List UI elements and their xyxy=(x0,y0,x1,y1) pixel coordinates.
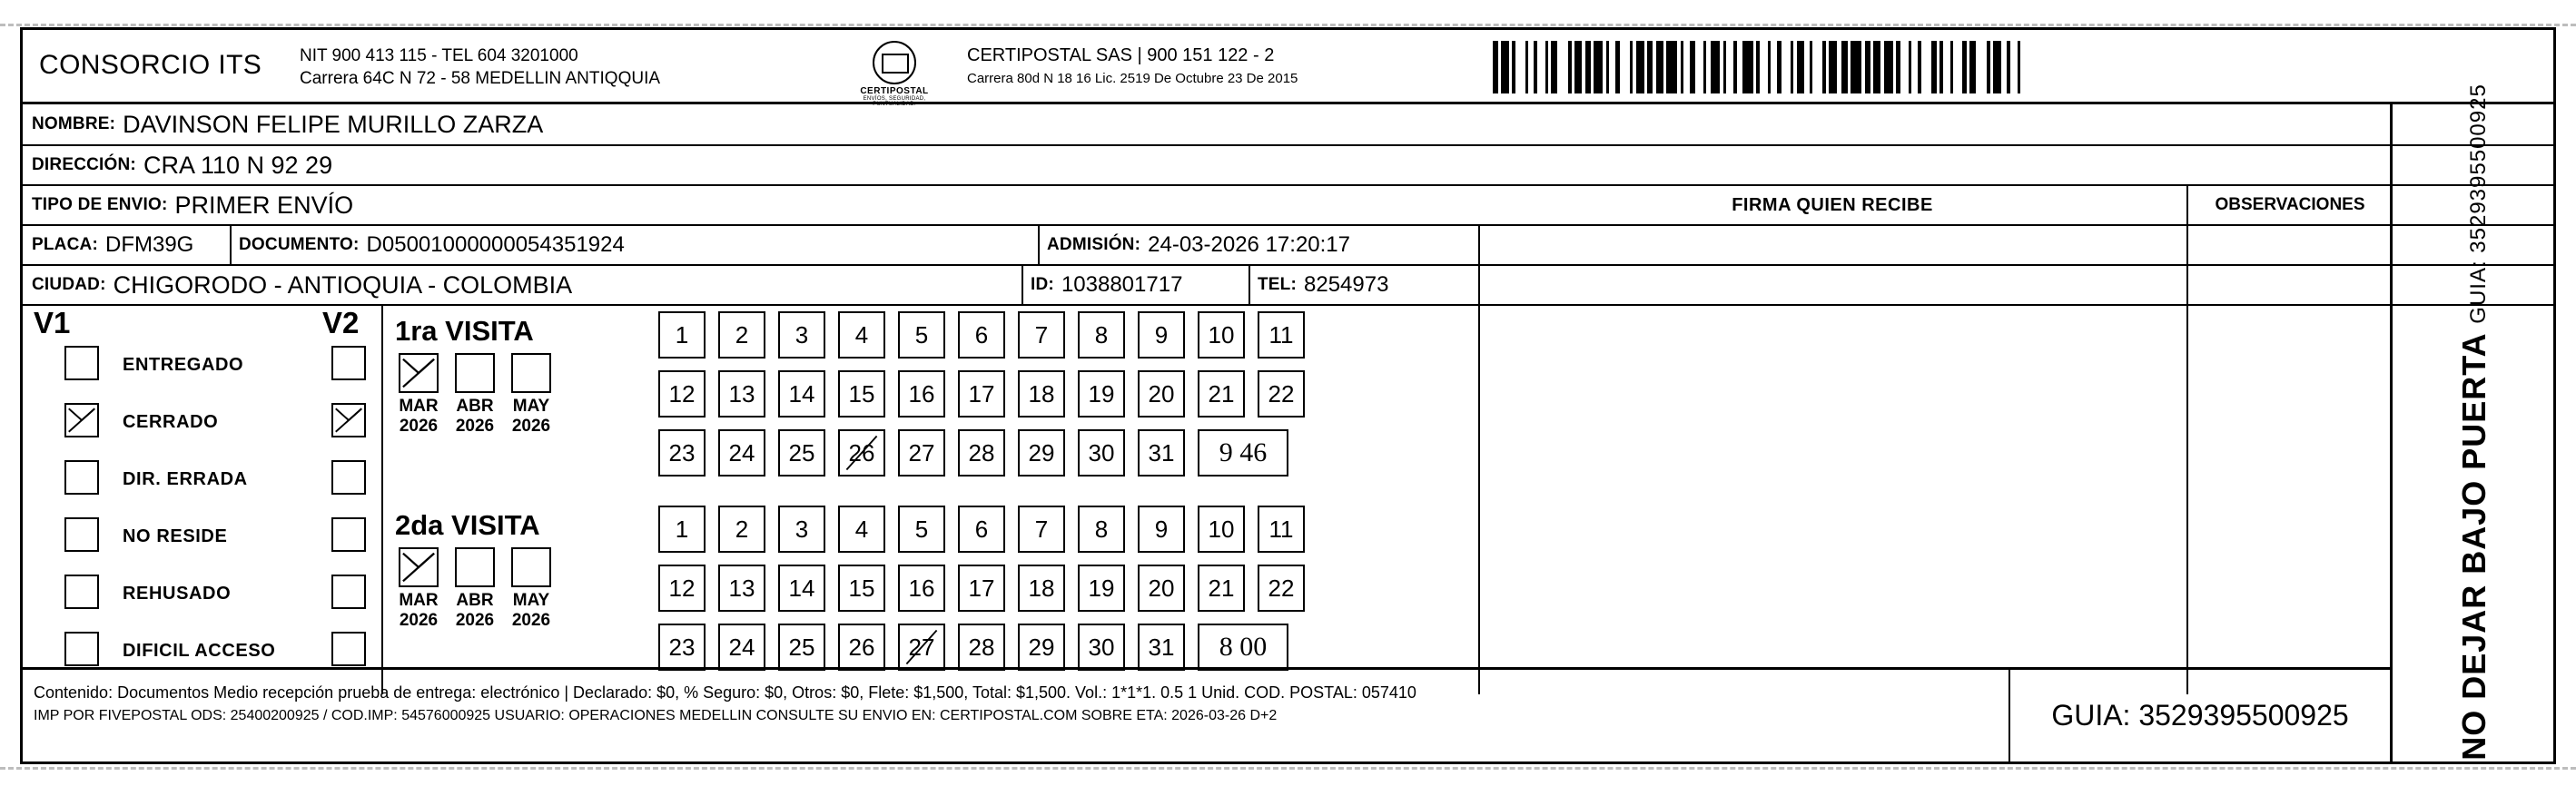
v1-checkbox-1[interactable] xyxy=(64,403,99,437)
row-ciudad xyxy=(23,266,2553,306)
label-footer xyxy=(23,667,2390,761)
shipping-label xyxy=(20,27,2556,764)
day-cell-22-v1[interactable]: 22 xyxy=(1258,370,1305,418)
day-cell-12-v2[interactable]: 12 xyxy=(658,565,706,612)
documento-label: DOCUMENTO: xyxy=(239,235,360,254)
carrier-name: CERTIPOSTAL SAS | 900 151 122 - 2 xyxy=(967,45,1275,65)
visitas-section xyxy=(23,306,1476,694)
footer-line-1: Contenido: Documentos Medio recepción prueba de entrega: electrónico | Declarado: $0, % Seguro: $0, Otros: $0, Flete: $1,500, Total: $1,500. Vol.: 1*1*1. 0.5 1 Unid. COD. POSTAL: 057410 xyxy=(34,683,1416,702)
status-option-3 xyxy=(23,510,381,567)
v2-checkbox-5[interactable] xyxy=(331,632,366,666)
status-option-label-5: DIFICIL ACCESO xyxy=(123,641,276,661)
day-cell-29-v1[interactable]: 29 xyxy=(1018,429,1065,477)
v1-checkbox-2[interactable] xyxy=(64,460,99,495)
tipo-envio-value: PRIMER ENVÍO xyxy=(174,191,354,219)
day-row xyxy=(658,624,1457,671)
day-cell-30-v2[interactable]: 30 xyxy=(1078,624,1125,671)
day-cell-2-v1[interactable]: 2 xyxy=(718,311,765,359)
day-cell-15-v2[interactable]: 15 xyxy=(838,565,885,612)
company-contact xyxy=(300,44,660,90)
month-year-1-v1: 2026 xyxy=(455,417,495,436)
firma-left-divider xyxy=(1478,224,1480,694)
day-cell-18-v1[interactable]: 18 xyxy=(1018,370,1065,418)
admision-value: 24-03-2026 17:20:17 xyxy=(1148,232,1350,257)
direccion-label: DIRECCIÓN: xyxy=(32,155,136,174)
month-name-2-v2: MAY xyxy=(512,591,550,610)
status-options xyxy=(23,339,381,682)
visita-2-title: 2da VISITA xyxy=(395,509,540,541)
day-cell-21-v2[interactable]: 21 xyxy=(1198,565,1245,612)
admision-label: ADMISIÓN: xyxy=(1047,235,1141,254)
visita-2 xyxy=(386,506,649,631)
ciudad-label: CIUDAD: xyxy=(32,275,106,294)
month-year-2-v1: 2026 xyxy=(511,417,551,436)
v2-checkbox-0[interactable] xyxy=(331,346,366,380)
v1-checkbox-4[interactable] xyxy=(64,575,99,609)
day-cell-4-v1[interactable]: 4 xyxy=(838,311,885,359)
envelope-icon xyxy=(873,41,916,84)
day-cell-6-v1[interactable]: 6 xyxy=(958,311,1005,359)
visita-1-months xyxy=(399,353,649,437)
month-abr-v2 xyxy=(455,547,495,631)
status-option-label-0: ENTREGADO xyxy=(123,355,244,375)
tel-label: TEL: xyxy=(1258,275,1298,294)
status-option-label-3: NO RESIDE xyxy=(123,526,228,546)
day-cell-28-v1[interactable]: 28 xyxy=(958,429,1005,477)
month-name-1-v2: ABR xyxy=(456,591,494,610)
company-nit: NIT 900 413 115 - TEL 604 3201000 xyxy=(300,46,578,65)
month-checkbox-abr-v2[interactable] xyxy=(455,547,495,587)
firma-divider xyxy=(1478,224,2393,226)
day-cell-31-v1[interactable]: 31 xyxy=(1138,429,1185,477)
month-mar-v1 xyxy=(399,353,439,437)
perforation-bottom xyxy=(0,767,2576,786)
v1-checkbox-5[interactable] xyxy=(64,632,99,666)
day-cell-10-v2[interactable]: 10 xyxy=(1198,506,1245,553)
day-cell-26-v2[interactable]: 26 xyxy=(838,624,885,671)
day-cell-27-v2[interactable]: 27 xyxy=(898,624,945,671)
placa-value: DFM39G xyxy=(104,232,194,257)
v2-checkbox-4[interactable] xyxy=(331,575,366,609)
day-cell-21-v1[interactable]: 21 xyxy=(1198,370,1245,418)
label-header xyxy=(23,30,2553,107)
day-row xyxy=(658,565,1457,612)
month-checkbox-may-v2[interactable] xyxy=(511,547,551,587)
day-cell-13-v1[interactable]: 13 xyxy=(718,370,765,418)
day-cell-14-v1[interactable]: 14 xyxy=(778,370,825,418)
status-option-label-2: DIR. ERRADA xyxy=(123,469,248,489)
hour-note-v2[interactable]: 8 00 xyxy=(1198,624,1288,671)
month-year-1-v2: 2026 xyxy=(455,611,495,630)
day-cell-13-v2[interactable]: 13 xyxy=(718,565,765,612)
perforation-top xyxy=(0,0,2576,26)
month-checkbox-abr-v1[interactable] xyxy=(455,353,495,393)
status-option-label-4: REHUSADO xyxy=(123,584,232,604)
day-cell-11-v1[interactable]: 11 xyxy=(1258,311,1305,359)
day-cell-8-v1[interactable]: 8 xyxy=(1078,311,1125,359)
nombre-label: NOMBRE: xyxy=(32,114,116,133)
month-may-v1 xyxy=(511,353,551,437)
month-name-0-v1: MAR xyxy=(399,397,439,416)
puerta-guia: GUIA: 3529395500925 xyxy=(2466,84,2492,324)
day-cell-5-v1[interactable]: 5 xyxy=(898,311,945,359)
documento-value: D05001000000054351924 xyxy=(366,232,625,257)
day-cell-9-v1[interactable]: 9 xyxy=(1138,311,1185,359)
day-cell-22-v2[interactable]: 22 xyxy=(1258,565,1305,612)
day-cell-6-v2[interactable]: 6 xyxy=(958,506,1005,553)
logo-tagline: ENVÍOS, SEGURIDAD, PUNTUALIDAD. xyxy=(863,96,926,107)
day-cell-1-v2[interactable]: 1 xyxy=(658,506,706,553)
status-option-4 xyxy=(23,567,381,624)
direccion-value: CRA 110 N 92 29 xyxy=(143,151,333,179)
visita-1 xyxy=(386,311,649,437)
observaciones-title: OBSERVACIONES xyxy=(2215,195,2365,214)
month-name-1-v1: ABR xyxy=(456,397,494,416)
month-checkbox-mar-v2[interactable] xyxy=(399,547,439,587)
visita-1-title: 1ra VISITA xyxy=(395,315,534,347)
day-cell-31-v2[interactable]: 31 xyxy=(1138,624,1185,671)
v2-header: V2 xyxy=(322,306,360,339)
day-cell-30-v1[interactable]: 30 xyxy=(1078,429,1125,477)
day-cell-24-v2[interactable]: 24 xyxy=(718,624,765,671)
day-cell-23-v2[interactable]: 23 xyxy=(658,624,706,671)
day-cell-15-v1[interactable]: 15 xyxy=(838,370,885,418)
day-cell-2-v2[interactable]: 2 xyxy=(718,506,765,553)
day-cell-8-v2[interactable]: 8 xyxy=(1078,506,1125,553)
puerta-text: NO DEJAR BAJO PUERTA xyxy=(2455,333,2493,761)
day-cell-11-v2[interactable]: 11 xyxy=(1258,506,1305,553)
day-cell-3-v1[interactable]: 3 xyxy=(778,311,825,359)
day-cell-10-v1[interactable]: 10 xyxy=(1198,311,1245,359)
hour-note-v1[interactable]: 9 46 xyxy=(1198,429,1288,477)
day-cell-7-v1[interactable]: 7 xyxy=(1018,311,1065,359)
v1-header: V1 xyxy=(34,306,71,339)
day-cell-14-v2[interactable]: 14 xyxy=(778,565,825,612)
day-cell-3-v2[interactable]: 3 xyxy=(778,506,825,553)
carrier-license: Carrera 80d N 18 16 Lic. 2519 De Octubre 23 De 2015 xyxy=(967,71,1298,86)
v2-checkbox-2[interactable] xyxy=(331,460,366,495)
day-cell-16-v2[interactable]: 16 xyxy=(898,565,945,612)
row-nombre xyxy=(23,104,2553,146)
row-direccion xyxy=(23,146,2553,186)
day-cell-26-v1[interactable]: 26 xyxy=(838,429,885,477)
day-cell-20-v2[interactable]: 20 xyxy=(1138,565,1185,612)
visita-1-days xyxy=(658,311,1457,488)
day-cell-7-v2[interactable]: 7 xyxy=(1018,506,1065,553)
day-cell-12-v1[interactable]: 12 xyxy=(658,370,706,418)
day-row xyxy=(658,370,1457,418)
month-checkbox-may-v1[interactable] xyxy=(511,353,551,393)
month-mar-v2 xyxy=(399,547,439,631)
logo-name: CERTIPOSTAL xyxy=(860,86,929,96)
puerta-text-rotated xyxy=(2455,84,2493,761)
status-option-label-1: CERRADO xyxy=(123,412,219,432)
day-cell-19-v2[interactable]: 19 xyxy=(1078,565,1125,612)
month-name-2-v1: MAY xyxy=(512,397,550,416)
day-cell-29-v2[interactable]: 29 xyxy=(1018,624,1065,671)
day-cell-5-v2[interactable]: 5 xyxy=(898,506,945,553)
day-cell-9-v2[interactable]: 9 xyxy=(1138,506,1185,553)
day-cell-4-v2[interactable]: 4 xyxy=(838,506,885,553)
month-year-2-v2: 2026 xyxy=(511,611,551,630)
month-checkbox-mar-v1[interactable] xyxy=(399,353,439,393)
visitas-vertical-divider xyxy=(381,306,383,694)
day-cell-19-v1[interactable]: 19 xyxy=(1078,370,1125,418)
day-cell-28-v2[interactable]: 28 xyxy=(958,624,1005,671)
footer-guia: GUIA: 3529395500925 xyxy=(2008,670,2390,761)
id-value: 1038801717 xyxy=(1061,272,1183,297)
id-label: ID: xyxy=(1031,275,1054,294)
day-cell-25-v1[interactable]: 25 xyxy=(778,429,825,477)
month-may-v2 xyxy=(511,547,551,631)
no-dejar-bajo-puerta-panel xyxy=(2390,84,2553,761)
day-cell-18-v2[interactable]: 18 xyxy=(1018,565,1065,612)
status-option-0 xyxy=(23,339,381,396)
day-row xyxy=(658,429,1457,477)
month-year-0-v1: 2026 xyxy=(399,417,439,436)
day-cell-1-v1[interactable]: 1 xyxy=(658,311,706,359)
status-option-1 xyxy=(23,396,381,453)
carrier-info xyxy=(967,44,1298,90)
placa-label: PLACA: xyxy=(32,235,98,254)
barcode-bars xyxy=(1493,41,2537,93)
day-cell-23-v1[interactable]: 23 xyxy=(658,429,706,477)
month-abr-v1 xyxy=(455,353,495,437)
month-name-0-v2: MAR xyxy=(399,591,439,610)
day-cell-20-v1[interactable]: 20 xyxy=(1138,370,1185,418)
v2-checkbox-1[interactable] xyxy=(331,403,366,437)
nombre-value: DAVINSON FELIPE MURILLO ZARZA xyxy=(123,110,544,138)
day-cell-16-v1[interactable]: 16 xyxy=(898,370,945,418)
tel-value: 8254973 xyxy=(1304,272,1389,297)
day-row xyxy=(658,506,1457,553)
ciudad-value: CHIGORODO - ANTIOQUIA - COLOMBIA xyxy=(113,270,573,299)
day-cell-25-v2[interactable]: 25 xyxy=(778,624,825,671)
day-cell-17-v2[interactable]: 17 xyxy=(958,565,1005,612)
firma-title: FIRMA QUIEN RECIBE xyxy=(1732,194,1933,215)
certipostal-logo xyxy=(844,41,944,107)
footer-line-2: IMP POR FIVEPOSTAL ODS: 25400200925 / COD.IMP: 54576000925 USUARIO: OPERACIONES MEDELLIN CONSULTE SU ENVIO EN: CERTIPOSTAL.COM SOBRE ETA: 2026-03-26 D+2 xyxy=(34,708,1278,723)
month-year-0-v2: 2026 xyxy=(399,611,439,630)
observaciones-divider xyxy=(2186,186,2188,694)
tipo-envio-label: TIPO DE ENVIO: xyxy=(32,195,168,214)
day-cell-17-v1[interactable]: 17 xyxy=(958,370,1005,418)
status-option-2 xyxy=(23,453,381,510)
v1-checkbox-0[interactable] xyxy=(64,346,99,380)
visita-2-days xyxy=(658,506,1457,683)
day-cell-27-v1[interactable]: 27 xyxy=(898,429,945,477)
visita-2-months xyxy=(399,547,649,631)
v1-checkbox-3[interactable] xyxy=(64,517,99,552)
barcode xyxy=(1493,41,2537,93)
v2-checkbox-3[interactable] xyxy=(331,517,366,552)
company-address: Carrera 64C N 72 - 58 MEDELLIN ANTIQQUIA xyxy=(300,69,661,88)
row-placa-documento xyxy=(23,226,2553,266)
day-row xyxy=(658,311,1457,359)
company-name: CONSORCIO ITS xyxy=(39,50,262,80)
day-cell-24-v1[interactable]: 24 xyxy=(718,429,765,477)
